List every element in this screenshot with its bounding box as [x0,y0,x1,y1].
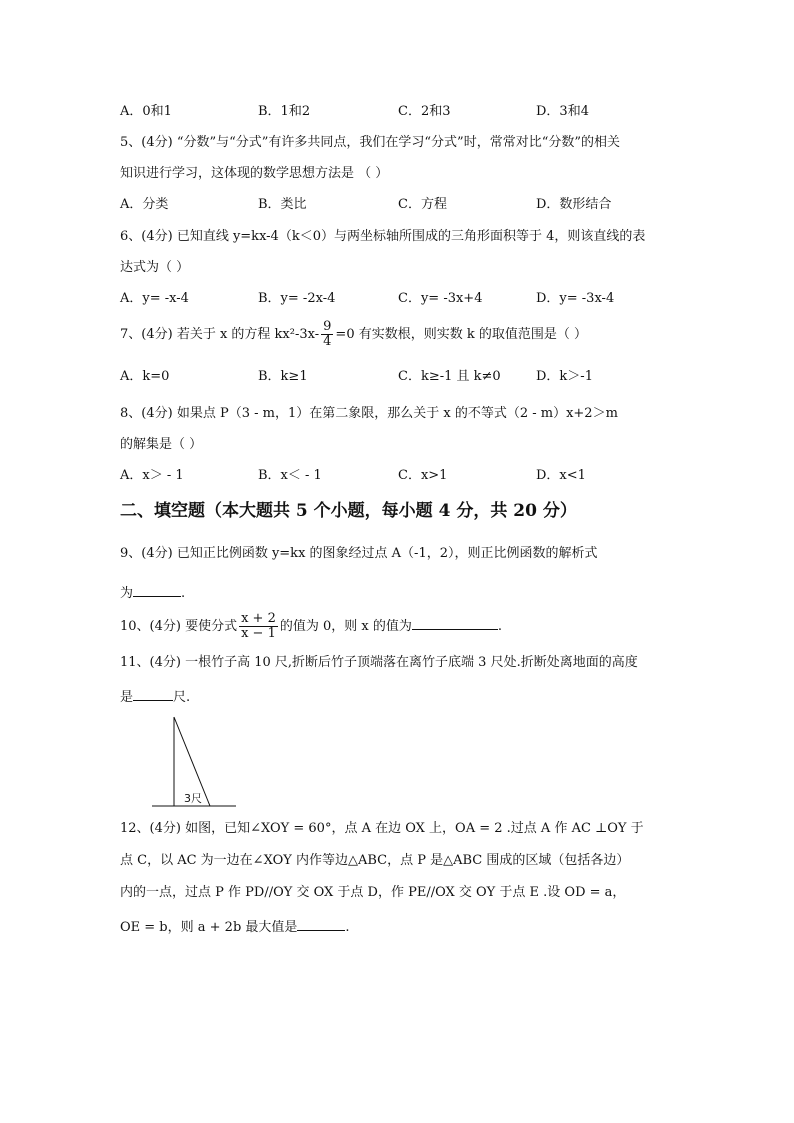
q6-option-a: A．y= -x-4 [120,291,189,306]
q7-option-b: B．k≥1 [258,369,308,384]
q12-stem-line3: 内的一点，过点 P 作 PD//OY 交 OX 于点 D，作 PE//OX 交 OY 于点 E .设 OD = a， [120,885,626,900]
q6-option-c: C．y= -3x+4 [398,291,483,306]
q6-stem-line2: 达式为（ ） [120,260,190,275]
q4-option-c: C．2和3 [398,104,451,119]
q4-options [120,103,720,121]
q6-option-d: D．y= -3x-4 [536,291,615,306]
q5-option-b: B．类比 [258,197,307,212]
q10-middle: 的值为 0，则 x 的值为 [279,619,412,634]
q7-fraction [321,320,333,349]
q12-stem-line2: 点 C，以 AC 为一边在∠XOY 内作等边△ABC，点 P 是△ABC 围成的区域（包括各边） [120,853,630,868]
q7-stem [120,318,587,352]
q8-option-c: C．x>1 [398,468,448,483]
q5-option-d: D．数形结合 [536,197,612,212]
q7-fraction-denominator: 4 [323,334,332,349]
q5-stem-line1: 5、(4分) “分数”与“分式”有许多共同点，我们在学习“分式”时，常常对比“分数”的相关 [120,135,620,150]
q9-answer-blank[interactable] [133,582,181,597]
q8-option-a: A．x＞ - 1 [120,468,184,483]
q7-stem-prefix: 7、(4分) 若关于 x 的方程 kx²-3x- [120,327,320,342]
q9-stem-line1: 9、(4分) 已知正比例函数 y=kx 的图象经过点 A（-1，2），则正比例函数的解析式 [120,546,598,561]
q5-options [120,196,720,214]
q7-option-a: A．k=0 [120,369,170,384]
q11-line2-suffix: 尺. [173,690,191,705]
q8-option-b: B．x＜ - 1 [258,468,322,483]
q6-options [120,290,720,308]
q4-option-b: B．1和2 [258,104,311,119]
q11-bamboo-figure [150,712,240,812]
q5-option-a: A．分类 [120,197,169,212]
q8-stem-line2: 的解集是（ ） [120,437,203,452]
q7-stem-suffix: =0 有实数根，则实数 k 的取值范围是（ ） [335,327,587,342]
q10-fraction [239,612,278,641]
section2-heading: 二、填空题（本大题共 5 个小题，每小题 4 分，共 20 分） [120,501,577,521]
q4-option-d: D．3和4 [536,104,589,119]
q11-stem-line1: 11、(4分) 一根竹子高 10 尺,折断后竹子顶端落在离竹子底端 3 尺处.折断处离地面的高度 [120,655,638,670]
q11-line2-prefix: 是 [120,690,134,705]
q7-option-d: D．k＞-1 [536,369,593,384]
q10-fraction-numerator: x + 2 [241,611,276,626]
q10-fraction-denominator: x − 1 [241,626,276,641]
q8-option-d: D．x<1 [536,468,586,483]
q12-stem-line1: 12、(4分) 如图，已知∠XOY = 60°，点 A 在边 OX 上，OA = 2 .过点 A 作 AC ⊥OY 于 [120,821,644,836]
q12-line4-prefix: OE = b，则 a + 2b 最大值是 [120,920,298,935]
q7-fraction-numerator: 9 [323,319,332,334]
q9-stem-line2 [120,582,185,603]
q11-answer-blank[interactable] [133,686,173,701]
q5-option-c: C．方程 [398,197,447,212]
q9-line2-suffix: . [181,586,186,601]
q5-stem-line2: 知识进行学习，这体现的数学思想方法是 （ ） [120,166,389,181]
q12-answer-blank[interactable] [297,916,345,931]
q10-suffix: . [497,619,502,634]
q4-option-a: A．0和1 [120,104,172,119]
q9-line2-prefix: 为 [120,586,134,601]
q12-line4-suffix: . [345,920,350,935]
q11-stem-line2 [120,686,190,707]
q7-options [120,368,720,386]
q12-stem-line4 [120,916,350,937]
q10-answer-blank[interactable] [412,615,498,630]
q8-stem-line1: 8、(4分) 如果点 P（3 - m，1）在第二象限，那么关于 x 的不等式（2 - m）x+2＞m [120,406,618,421]
q10-prefix: 10、(4分) 要使分式 [120,619,238,634]
q8-options [120,467,720,485]
q7-option-c: C．k≥-1 且 k≠0 [398,369,501,384]
q11-figure-label: 3尺 [184,792,202,805]
q10-stem [120,610,502,644]
q6-stem-line1: 6、(4分) 已知直线 y=kx-4（k＜0）与两坐标轴所围成的三角形面积等于 4，则该直线的表 [120,229,646,244]
q6-option-b: B．y= -2x-4 [258,291,336,306]
